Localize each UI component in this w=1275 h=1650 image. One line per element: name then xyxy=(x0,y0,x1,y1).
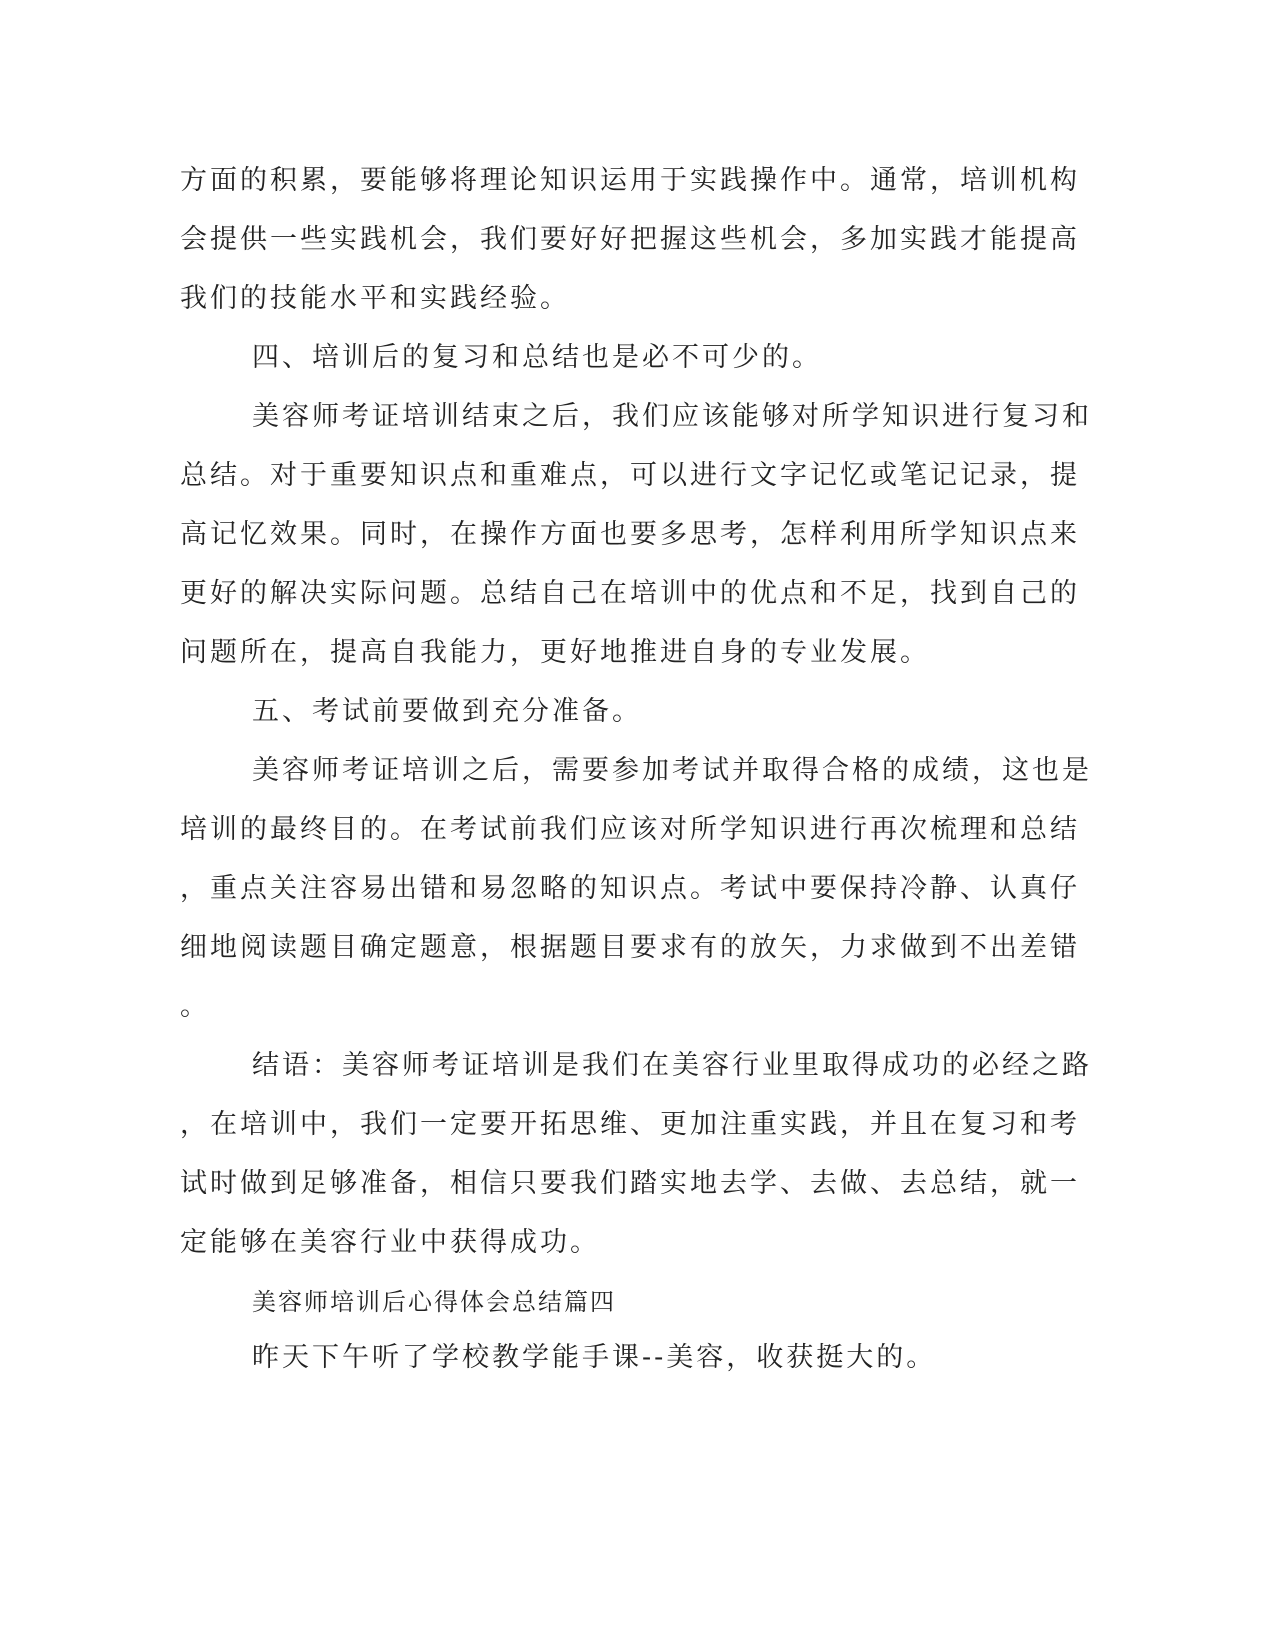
paragraph-line: 更好的解决实际问题。总结自己在培训中的优点和不足，找到自己的 xyxy=(180,578,1080,609)
paragraph-line: ，重点关注容易出错和易忽略的知识点。考试中要保持冷静、认真仔 xyxy=(180,873,1080,904)
paragraph-line: 高记忆效果。同时，在操作方面也要多思考，怎样利用所学知识点来 xyxy=(180,519,1080,550)
paragraph-line: 昨天下午听了学校教学能手课--美容，收获挺大的。 xyxy=(252,1342,937,1373)
paragraph-line: 问题所在，提高自我能力，更好地推进自身的专业发展。 xyxy=(180,637,930,668)
article-title: 美容师培训后心得体会总结篇四 xyxy=(252,1288,616,1316)
paragraph-line: 方面的积累，要能够将理论知识运用于实践操作中。通常，培训机构 xyxy=(180,165,1080,196)
paragraph-line: 。 xyxy=(180,991,210,1022)
paragraph-line: 会提供一些实践机会，我们要好好把握这些机会，多加实践才能提高 xyxy=(180,224,1080,255)
paragraph-line: 结语：美容师考证培训是我们在美容行业里取得成功的必经之路 xyxy=(252,1050,1092,1081)
paragraph-line: 我们的技能水平和实践经验。 xyxy=(180,283,570,314)
paragraph-line: 试时做到足够准备，相信只要我们踏实地去学、去做、去总结，就一 xyxy=(180,1168,1080,1199)
paragraph-line: ，在培训中，我们一定要开拓思维、更加注重实践，并且在复习和考 xyxy=(180,1109,1080,1140)
section-heading: 四、培训后的复习和总结也是必不可少的。 xyxy=(252,342,822,373)
paragraph-line: 美容师考证培训结束之后，我们应该能够对所学知识进行复习和 xyxy=(252,401,1092,432)
paragraph-line: 总结。对于重要知识点和重难点，可以进行文字记忆或笔记记录，提 xyxy=(180,460,1080,491)
paragraph-line: 培训的最终目的。在考试前我们应该对所学知识进行再次梳理和总结 xyxy=(180,814,1080,845)
paragraph-line: 美容师考证培训之后，需要参加考试并取得合格的成绩，这也是 xyxy=(252,755,1092,786)
paragraph-line: 细地阅读题目确定题意，根据题目要求有的放矢，力求做到不出差错 xyxy=(180,932,1080,963)
paragraph-line: 定能够在美容行业中获得成功。 xyxy=(180,1227,600,1258)
section-heading: 五、考试前要做到充分准备。 xyxy=(252,696,642,727)
